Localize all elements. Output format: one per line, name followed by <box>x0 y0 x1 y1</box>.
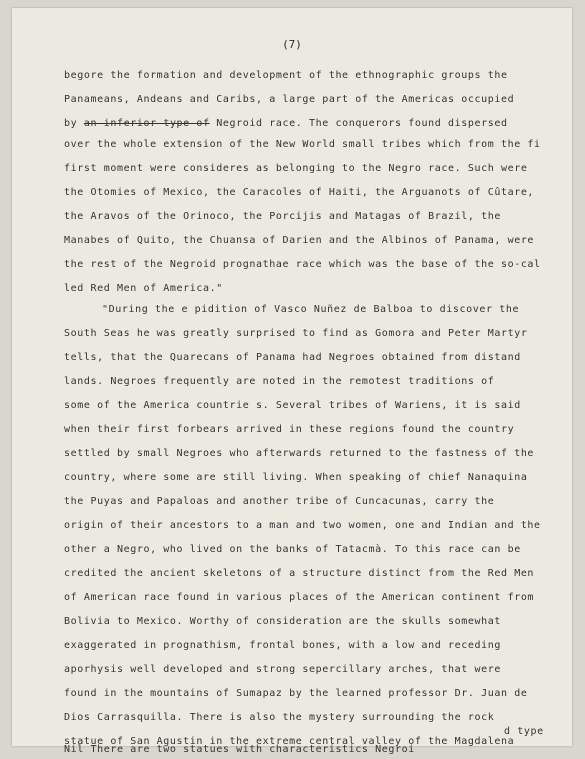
text-line: "During the e pidition of Vasco Nuñez de Balboa to discover the <box>102 304 520 315</box>
text-line: the rest of the Negroid prognathae race which was the base of the so-cal <box>64 259 541 270</box>
text-line: the Otomies of Mexico, the Caracoles of Haiti, the Arguanots of Cûtare, <box>64 187 535 198</box>
text-line: over the whole extension of the New World small tribes which from the fi <box>64 139 541 150</box>
text-line: Dios Carrasquilla. There is also the mystery surrounding the rock <box>64 712 495 723</box>
text-line: Panameans, Andeans and Caribs, a large part of the Americas occupied <box>64 94 515 105</box>
text-line: first moment were consideres as belonging to the Negro race. Such were <box>64 163 528 174</box>
text-line: begore the formation and development of the ethnographic groups the <box>64 70 508 81</box>
text-line: of American race found in various places of the American continent from <box>64 592 535 603</box>
text-line: statue of San Agustin in the extreme central valley of the Magdalena <box>64 736 515 747</box>
cut-off-line: Nil There are two statues with characteristics Negroi <box>64 744 415 755</box>
text-line: aporhysis well developed and strong sepercillary arches, that were <box>64 664 501 675</box>
text-fragment: Negroid race. The conquerors found dispersed <box>216 118 508 129</box>
text-line: South Seas he was greatly surprised to find as Gomora and Peter Martyr <box>64 328 528 339</box>
text-line <box>64 118 564 130</box>
text-fragment: by <box>64 118 78 129</box>
text-line: lands. Negroes frequently are noted in the remotest traditions of <box>64 376 495 387</box>
text-line: tells, that the Quarecans of Panama had Negroes obtained from distand <box>64 352 521 363</box>
text-line: Manabes of Quito, the Chuansa of Darien and the Albinos of Panama, were <box>64 235 535 246</box>
text-line: the Aravos of the Orinoco, the Porcijis and Matagas of Brazil, the <box>64 211 501 222</box>
text-line: other a Negro, who lived on the banks of Tatacmà. To this race can be <box>64 544 521 555</box>
text-line: credited the ancient skeletons of a structure distinct from the Red Men <box>64 568 535 579</box>
text-line: origin of their ancestors to a man and two women, one and Indian and the <box>64 520 541 531</box>
text-line: when their first forbears arrived in these regions found the country <box>64 424 515 435</box>
page-number: (7) <box>282 38 302 51</box>
text-line: exaggerated in prognathism, frontal bones, with a low and receding <box>64 640 501 651</box>
document-page <box>12 8 572 755</box>
text-line: led Red Men of America." <box>64 283 223 294</box>
text-line: found in the mountains of Sumapaz by the learned professor Dr. Juan de <box>64 688 528 699</box>
text-line: Bolivia to Mexico. Worthy of consideration are the skulls somewhat <box>64 616 501 627</box>
text-line: country, where some are still living. When speaking of chief Nanaquina <box>64 472 528 483</box>
marginal-note: d type <box>504 726 544 737</box>
struck-text: an inferior type of <box>83 118 210 129</box>
text-line: the Puyas and Papaloas and another tribe of Cuncacunas, carry the <box>64 496 495 507</box>
text-line: some of the America countrie s. Several tribes of Wariens, it is said <box>64 400 521 411</box>
text-line: settled by small Negroes who afterwards returned to the fastness of the <box>64 448 535 459</box>
